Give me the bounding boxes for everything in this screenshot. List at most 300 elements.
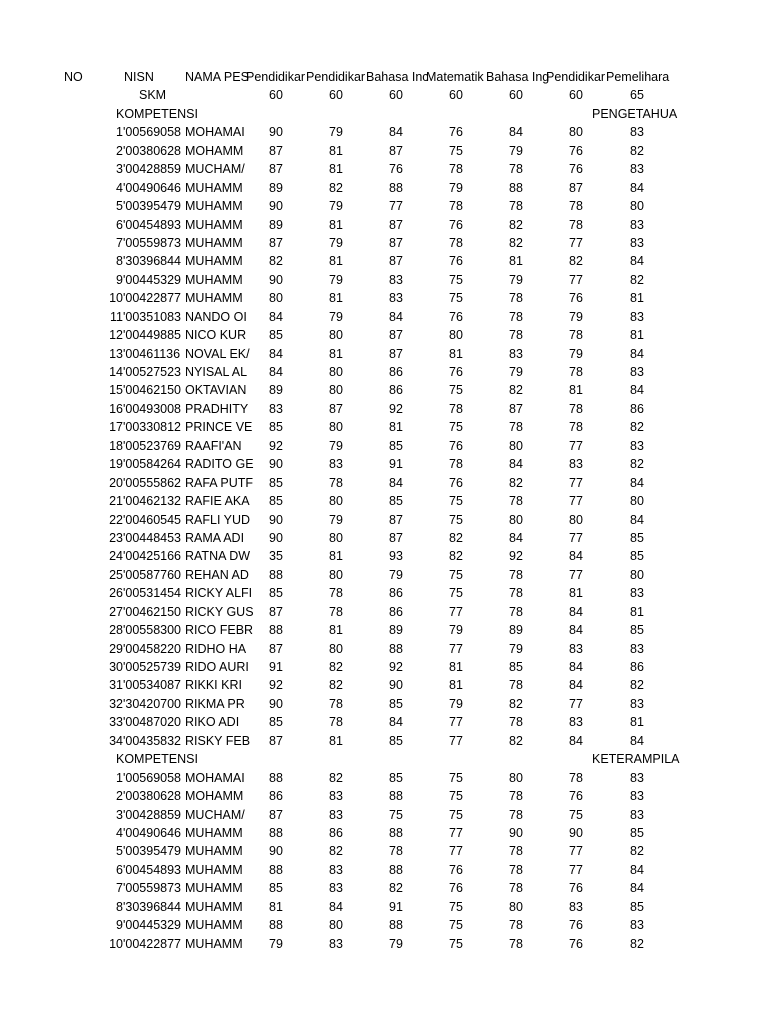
nama-cell[interactable]: RIDO AURI xyxy=(185,660,249,674)
header-subject-7[interactable]: Pemelihara xyxy=(606,70,670,84)
score-cell[interactable]: 81 xyxy=(630,604,644,619)
score-cell[interactable]: 75 xyxy=(449,770,463,785)
nama-cell[interactable]: RADITO GE xyxy=(185,457,254,472)
score-cell[interactable]: 90 xyxy=(269,199,283,214)
score-cell[interactable]: 76 xyxy=(449,254,463,269)
nisn-cell[interactable]: '00569058 xyxy=(123,125,182,140)
score-cell[interactable]: 83 xyxy=(630,365,644,379)
score-cell[interactable]: 83 xyxy=(389,272,403,287)
score-cell[interactable]: 80 xyxy=(630,199,644,214)
score-cell[interactable]: 80 xyxy=(449,328,463,343)
nisn-cell[interactable]: '00422877 xyxy=(123,936,182,951)
score-cell[interactable]: 77 xyxy=(569,530,583,545)
skm-value[interactable]: 60 xyxy=(449,88,463,103)
score-cell[interactable]: 75 xyxy=(449,291,463,306)
score-cell[interactable]: 80 xyxy=(329,494,343,509)
skm-value[interactable]: 60 xyxy=(269,88,283,103)
score-cell[interactable]: 79 xyxy=(509,272,523,287)
score-cell[interactable]: 82 xyxy=(509,383,523,398)
score-cell[interactable]: 88 xyxy=(269,770,283,785)
score-cell[interactable]: 85 xyxy=(389,438,403,453)
row-number[interactable]: 28 xyxy=(109,623,123,638)
score-cell[interactable]: 78 xyxy=(509,936,523,951)
score-cell[interactable]: 83 xyxy=(329,862,343,877)
nisn-cell[interactable]: '00395479 xyxy=(123,844,182,859)
row-number[interactable]: 23 xyxy=(109,530,123,545)
nama-cell[interactable]: RIKO ADI xyxy=(185,715,240,730)
score-cell[interactable]: 81 xyxy=(329,733,343,748)
score-cell[interactable]: 90 xyxy=(269,530,283,545)
score-cell[interactable]: 82 xyxy=(329,770,343,785)
score-cell[interactable]: 76 xyxy=(449,881,463,896)
score-cell[interactable]: 79 xyxy=(389,936,403,951)
score-cell[interactable]: 85 xyxy=(269,494,283,509)
nisn-cell[interactable]: '00487020 xyxy=(123,715,182,730)
nisn-cell[interactable]: '00435832 xyxy=(123,733,182,748)
score-cell[interactable]: 84 xyxy=(269,365,283,379)
score-cell[interactable]: 90 xyxy=(269,125,283,140)
score-cell[interactable]: 78 xyxy=(329,586,343,601)
skm-value[interactable]: 60 xyxy=(569,88,583,103)
nama-cell[interactable]: MUCHAM/ xyxy=(185,807,245,822)
score-cell[interactable]: 82 xyxy=(509,235,523,250)
score-cell[interactable]: 81 xyxy=(630,328,644,343)
nisn-cell[interactable]: '00587760 xyxy=(123,567,182,582)
score-cell[interactable]: 77 xyxy=(449,641,463,656)
score-cell[interactable]: 80 xyxy=(329,918,343,933)
score-cell[interactable]: 88 xyxy=(389,789,403,804)
score-cell[interactable]: 82 xyxy=(449,530,463,545)
score-cell[interactable]: 77 xyxy=(449,604,463,619)
nama-cell[interactable]: MOHAMAI xyxy=(185,125,245,140)
skm-value[interactable]: 60 xyxy=(329,88,343,103)
section-label-pengetahuan[interactable]: PENGETAHUA xyxy=(592,106,678,121)
score-cell[interactable]: 80 xyxy=(329,365,343,379)
score-cell[interactable]: 84 xyxy=(269,309,283,324)
nama-cell[interactable]: RIKMA PR xyxy=(185,696,245,711)
score-cell[interactable]: 79 xyxy=(449,696,463,711)
score-cell[interactable]: 78 xyxy=(569,199,583,214)
row-number[interactable]: 13 xyxy=(109,346,123,361)
score-cell[interactable]: 80 xyxy=(569,512,583,527)
nama-cell[interactable]: MUHAMM xyxy=(185,825,243,840)
score-cell[interactable]: 87 xyxy=(269,733,283,748)
score-cell[interactable]: 89 xyxy=(269,217,283,232)
score-cell[interactable]: 83 xyxy=(630,696,644,711)
score-cell[interactable]: 81 xyxy=(329,291,343,306)
nisn-cell[interactable]: '30420700 xyxy=(123,696,182,711)
score-cell[interactable]: 79 xyxy=(329,199,343,214)
score-cell[interactable]: 80 xyxy=(630,494,644,509)
score-cell[interactable]: 84 xyxy=(630,383,644,398)
score-cell[interactable]: 80 xyxy=(509,770,523,785)
nama-cell[interactable]: NANDO OI xyxy=(185,309,247,324)
nama-cell[interactable]: NYISAL AL xyxy=(185,365,248,379)
score-cell[interactable]: 85 xyxy=(630,623,644,638)
score-cell[interactable]: 90 xyxy=(569,825,583,840)
nisn-cell[interactable]: '00490646 xyxy=(123,180,182,195)
nisn-cell[interactable]: '00555862 xyxy=(123,475,182,490)
score-cell[interactable]: 83 xyxy=(630,807,644,822)
nama-cell[interactable]: MOHAMM xyxy=(185,143,244,158)
section-label-keterampilan[interactable]: KETERAMPILA xyxy=(592,752,680,767)
row-number[interactable]: 30 xyxy=(109,660,123,674)
score-cell[interactable]: 84 xyxy=(630,881,644,896)
score-cell[interactable]: 76 xyxy=(449,217,463,232)
score-cell[interactable]: 75 xyxy=(569,807,583,822)
score-cell[interactable]: 90 xyxy=(269,457,283,472)
score-cell[interactable]: 86 xyxy=(389,383,403,398)
score-cell[interactable]: 84 xyxy=(389,309,403,324)
nisn-cell[interactable]: '00351083 xyxy=(123,309,182,324)
nama-cell[interactable]: REHAN AD xyxy=(185,567,249,582)
nisn-cell[interactable]: '00445329 xyxy=(123,272,182,287)
score-cell[interactable]: 78 xyxy=(449,401,463,416)
score-cell[interactable]: 79 xyxy=(389,567,403,582)
score-cell[interactable]: 82 xyxy=(630,420,644,435)
nama-cell[interactable]: RATNA DW xyxy=(185,549,251,564)
score-cell[interactable]: 87 xyxy=(509,401,523,416)
score-cell[interactable]: 78 xyxy=(449,199,463,214)
header-nisn[interactable]: NISN xyxy=(124,70,154,84)
score-cell[interactable]: 82 xyxy=(329,180,343,195)
row-number[interactable]: 32 xyxy=(109,696,123,711)
score-cell[interactable]: 75 xyxy=(449,789,463,804)
score-cell[interactable]: 82 xyxy=(630,678,644,693)
nama-cell[interactable]: RICO FEBR xyxy=(185,623,254,638)
score-cell[interactable]: 75 xyxy=(449,512,463,527)
nisn-cell[interactable]: '00559873 xyxy=(123,881,182,896)
score-cell[interactable]: 83 xyxy=(329,936,343,951)
row-number[interactable]: 33 xyxy=(109,715,123,730)
row-number[interactable]: 9 xyxy=(116,272,123,287)
row-number[interactable]: 5 xyxy=(116,844,123,859)
score-cell[interactable]: 92 xyxy=(269,438,283,453)
score-cell[interactable]: 78 xyxy=(509,844,523,859)
score-cell[interactable]: 76 xyxy=(569,936,583,951)
nisn-cell[interactable]: '00569058 xyxy=(123,770,182,785)
row-number[interactable]: 3 xyxy=(116,162,123,177)
score-cell[interactable]: 77 xyxy=(569,862,583,877)
score-cell[interactable]: 88 xyxy=(389,918,403,933)
row-number[interactable]: 8 xyxy=(116,254,123,269)
score-cell[interactable]: 77 xyxy=(449,844,463,859)
score-cell[interactable]: 87 xyxy=(389,346,403,361)
score-cell[interactable]: 85 xyxy=(389,770,403,785)
nama-cell[interactable]: MUCHAM/ xyxy=(185,162,245,177)
nama-cell[interactable]: RICKY ALFI xyxy=(185,586,253,601)
nama-cell[interactable]: MUHAMM xyxy=(185,272,243,287)
score-cell[interactable]: 75 xyxy=(449,586,463,601)
score-cell[interactable]: 84 xyxy=(630,512,644,527)
score-cell[interactable]: 78 xyxy=(509,291,523,306)
score-cell[interactable]: 83 xyxy=(329,881,343,896)
score-cell[interactable]: 78 xyxy=(329,696,343,711)
score-cell[interactable]: 89 xyxy=(389,623,403,638)
score-cell[interactable]: 90 xyxy=(269,696,283,711)
score-cell[interactable]: 91 xyxy=(389,457,403,472)
score-cell[interactable]: 83 xyxy=(630,789,644,804)
nisn-cell[interactable]: '00584264 xyxy=(123,457,182,472)
score-cell[interactable]: 81 xyxy=(329,549,343,564)
score-cell[interactable]: 88 xyxy=(509,180,523,195)
score-cell[interactable]: 85 xyxy=(630,899,644,914)
score-cell[interactable]: 84 xyxy=(569,678,583,693)
row-number[interactable]: 6 xyxy=(116,217,123,232)
score-cell[interactable]: 84 xyxy=(630,862,644,877)
score-cell[interactable]: 78 xyxy=(449,162,463,177)
nisn-cell[interactable]: '30396844 xyxy=(123,254,182,269)
score-cell[interactable]: 75 xyxy=(449,936,463,951)
score-cell[interactable]: 84 xyxy=(630,180,644,195)
header-subject-1[interactable]: Pendidikar xyxy=(246,70,306,84)
score-cell[interactable]: 91 xyxy=(269,660,283,674)
score-cell[interactable]: 87 xyxy=(389,530,403,545)
nisn-cell[interactable]: '00490646 xyxy=(123,825,182,840)
nisn-cell[interactable]: '00559873 xyxy=(123,235,182,250)
score-cell[interactable]: 78 xyxy=(569,401,583,416)
score-cell[interactable]: 76 xyxy=(449,125,463,140)
score-cell[interactable]: 82 xyxy=(630,143,644,158)
score-cell[interactable]: 83 xyxy=(569,899,583,914)
score-cell[interactable]: 79 xyxy=(329,309,343,324)
score-cell[interactable]: 79 xyxy=(509,641,523,656)
row-number[interactable]: 25 xyxy=(109,567,123,582)
score-cell[interactable]: 78 xyxy=(329,715,343,730)
score-cell[interactable]: 88 xyxy=(389,180,403,195)
score-cell[interactable]: 76 xyxy=(569,143,583,158)
score-cell[interactable]: 81 xyxy=(389,420,403,435)
score-cell[interactable]: 87 xyxy=(389,254,403,269)
score-cell[interactable]: 77 xyxy=(449,825,463,840)
score-cell[interactable]: 84 xyxy=(630,733,644,748)
score-cell[interactable]: 88 xyxy=(389,641,403,656)
score-cell[interactable]: 75 xyxy=(449,272,463,287)
score-cell[interactable]: 78 xyxy=(509,586,523,601)
row-number[interactable]: 17 xyxy=(109,420,123,435)
nisn-cell[interactable]: '00428859 xyxy=(123,807,182,822)
score-cell[interactable]: 84 xyxy=(509,530,523,545)
score-cell[interactable]: 76 xyxy=(449,475,463,490)
score-cell[interactable]: 83 xyxy=(630,235,644,250)
score-cell[interactable]: 82 xyxy=(509,217,523,232)
row-number[interactable]: 19 xyxy=(109,457,123,472)
nisn-cell[interactable]: '00428859 xyxy=(123,162,182,177)
score-cell[interactable]: 77 xyxy=(569,567,583,582)
score-cell[interactable]: 80 xyxy=(509,899,523,914)
score-cell[interactable]: 75 xyxy=(449,383,463,398)
score-cell[interactable]: 88 xyxy=(389,825,403,840)
nisn-cell[interactable]: '00534087 xyxy=(123,678,182,693)
nisn-cell[interactable]: '30396844 xyxy=(123,899,182,914)
score-cell[interactable]: 81 xyxy=(269,899,283,914)
score-cell[interactable]: 81 xyxy=(329,346,343,361)
score-cell[interactable]: 81 xyxy=(329,217,343,232)
nama-cell[interactable]: OKTAVIAN xyxy=(185,383,247,398)
nama-cell[interactable]: MUHAMM xyxy=(185,254,243,269)
score-cell[interactable]: 82 xyxy=(449,549,463,564)
score-cell[interactable]: 88 xyxy=(269,862,283,877)
score-cell[interactable]: 82 xyxy=(269,254,283,269)
score-cell[interactable]: 76 xyxy=(569,162,583,177)
score-cell[interactable]: 80 xyxy=(329,328,343,343)
score-cell[interactable]: 90 xyxy=(509,825,523,840)
row-number[interactable]: 3 xyxy=(116,807,123,822)
score-cell[interactable]: 78 xyxy=(329,604,343,619)
skm-value[interactable]: 60 xyxy=(389,88,403,103)
score-cell[interactable]: 78 xyxy=(449,235,463,250)
score-cell[interactable]: 82 xyxy=(630,936,644,951)
nisn-cell[interactable]: '00523769 xyxy=(123,438,182,453)
row-number[interactable]: 12 xyxy=(109,328,123,343)
score-cell[interactable]: 84 xyxy=(509,125,523,140)
nisn-cell[interactable]: '00449885 xyxy=(123,328,182,343)
section-label-kompetensi[interactable]: KOMPETENSI xyxy=(116,106,198,121)
score-cell[interactable]: 86 xyxy=(630,660,644,674)
score-cell[interactable]: 79 xyxy=(329,235,343,250)
score-cell[interactable]: 78 xyxy=(569,365,583,379)
score-cell[interactable]: 86 xyxy=(329,825,343,840)
score-cell[interactable]: 83 xyxy=(269,401,283,416)
score-cell[interactable]: 87 xyxy=(269,162,283,177)
score-cell[interactable]: 84 xyxy=(569,549,583,564)
nama-cell[interactable]: MUHAMM xyxy=(185,844,243,859)
nisn-cell[interactable]: '00558300 xyxy=(123,623,182,638)
nisn-cell[interactable]: '00462150 xyxy=(123,604,182,619)
score-cell[interactable]: 81 xyxy=(569,383,583,398)
score-cell[interactable]: 81 xyxy=(329,254,343,269)
score-cell[interactable]: 77 xyxy=(569,494,583,509)
score-cell[interactable]: 78 xyxy=(509,162,523,177)
nisn-cell[interactable]: '00448453 xyxy=(123,530,182,545)
score-cell[interactable]: 89 xyxy=(509,623,523,638)
score-cell[interactable]: 80 xyxy=(569,125,583,140)
score-cell[interactable]: 84 xyxy=(569,660,583,674)
score-cell[interactable]: 78 xyxy=(509,881,523,896)
score-cell[interactable]: 80 xyxy=(269,291,283,306)
row-number[interactable]: 27 xyxy=(109,604,123,619)
score-cell[interactable]: 83 xyxy=(630,641,644,656)
nama-cell[interactable]: RISKY FEB xyxy=(185,733,251,748)
score-cell[interactable]: 85 xyxy=(269,420,283,435)
score-cell[interactable]: 80 xyxy=(329,383,343,398)
score-cell[interactable]: 78 xyxy=(509,862,523,877)
score-cell[interactable]: 80 xyxy=(329,530,343,545)
score-cell[interactable]: 90 xyxy=(269,844,283,859)
score-cell[interactable]: 85 xyxy=(269,586,283,601)
score-cell[interactable]: 77 xyxy=(449,733,463,748)
score-cell[interactable]: 78 xyxy=(509,715,523,730)
row-number[interactable]: 9 xyxy=(116,918,123,933)
score-cell[interactable]: 78 xyxy=(509,328,523,343)
score-cell[interactable]: 87 xyxy=(389,328,403,343)
row-number[interactable]: 4 xyxy=(116,825,123,840)
score-cell[interactable]: 84 xyxy=(630,254,644,269)
score-cell[interactable]: 78 xyxy=(449,457,463,472)
score-cell[interactable]: 75 xyxy=(449,143,463,158)
score-cell[interactable]: 83 xyxy=(630,217,644,232)
score-cell[interactable]: 84 xyxy=(269,346,283,361)
score-cell[interactable]: 80 xyxy=(630,567,644,582)
score-cell[interactable]: 83 xyxy=(630,770,644,785)
score-cell[interactable]: 75 xyxy=(449,918,463,933)
score-cell[interactable]: 83 xyxy=(329,789,343,804)
header-nama[interactable]: NAMA PES xyxy=(185,70,249,84)
score-cell[interactable]: 78 xyxy=(509,789,523,804)
score-cell[interactable]: 87 xyxy=(389,217,403,232)
score-cell[interactable]: 76 xyxy=(449,365,463,379)
nisn-cell[interactable]: '00445329 xyxy=(123,918,182,933)
score-cell[interactable]: 77 xyxy=(389,199,403,214)
score-cell[interactable]: 91 xyxy=(389,899,403,914)
nama-cell[interactable]: RAAFI'AN xyxy=(185,438,242,453)
score-cell[interactable]: 87 xyxy=(389,143,403,158)
score-cell[interactable]: 92 xyxy=(389,401,403,416)
score-cell[interactable]: 77 xyxy=(569,272,583,287)
score-cell[interactable]: 82 xyxy=(509,475,523,490)
score-cell[interactable]: 84 xyxy=(389,125,403,140)
row-number[interactable]: 18 xyxy=(109,438,123,453)
row-number[interactable]: 2 xyxy=(116,789,123,804)
score-cell[interactable]: 76 xyxy=(569,918,583,933)
row-number[interactable]: 6 xyxy=(116,862,123,877)
score-cell[interactable]: 77 xyxy=(569,844,583,859)
score-cell[interactable]: 75 xyxy=(449,567,463,582)
score-cell[interactable]: 79 xyxy=(329,125,343,140)
row-number[interactable]: 31 xyxy=(109,678,123,693)
score-cell[interactable]: 87 xyxy=(269,604,283,619)
score-cell[interactable]: 35 xyxy=(269,549,283,564)
score-cell[interactable]: 82 xyxy=(329,678,343,693)
nisn-cell[interactable]: '00531454 xyxy=(123,586,182,601)
row-number[interactable]: 1 xyxy=(116,125,123,140)
score-cell[interactable]: 76 xyxy=(569,789,583,804)
score-cell[interactable]: 77 xyxy=(569,438,583,453)
score-cell[interactable]: 89 xyxy=(269,180,283,195)
score-cell[interactable]: 85 xyxy=(509,660,523,674)
score-cell[interactable]: 75 xyxy=(449,899,463,914)
score-cell[interactable]: 88 xyxy=(269,825,283,840)
row-number[interactable]: 10 xyxy=(109,936,123,951)
score-cell[interactable]: 83 xyxy=(569,641,583,656)
score-cell[interactable]: 81 xyxy=(329,143,343,158)
score-cell[interactable]: 79 xyxy=(509,143,523,158)
score-cell[interactable]: 85 xyxy=(389,494,403,509)
skm-value[interactable]: 60 xyxy=(509,88,523,103)
row-number[interactable]: 7 xyxy=(116,881,123,896)
score-cell[interactable]: 88 xyxy=(269,623,283,638)
score-cell[interactable]: 83 xyxy=(329,807,343,822)
score-cell[interactable]: 84 xyxy=(569,604,583,619)
score-cell[interactable]: 78 xyxy=(569,770,583,785)
nisn-cell[interactable]: '00395479 xyxy=(123,199,182,214)
score-cell[interactable]: 88 xyxy=(269,567,283,582)
nama-cell[interactable]: MUHAMM xyxy=(185,881,243,896)
score-cell[interactable]: 87 xyxy=(329,401,343,416)
score-cell[interactable]: 76 xyxy=(449,862,463,877)
score-cell[interactable]: 82 xyxy=(509,733,523,748)
row-number[interactable]: 1 xyxy=(116,770,123,785)
nama-cell[interactable]: MUHAMM xyxy=(185,899,243,914)
nama-cell[interactable]: MUHAMM xyxy=(185,936,243,951)
score-cell[interactable]: 75 xyxy=(449,807,463,822)
header-no[interactable]: NO xyxy=(64,70,83,84)
score-cell[interactable]: 84 xyxy=(569,733,583,748)
score-cell[interactable]: 79 xyxy=(569,346,583,361)
score-cell[interactable]: 82 xyxy=(630,272,644,287)
nama-cell[interactable]: MUHAMM xyxy=(185,217,243,232)
score-cell[interactable]: 75 xyxy=(449,420,463,435)
